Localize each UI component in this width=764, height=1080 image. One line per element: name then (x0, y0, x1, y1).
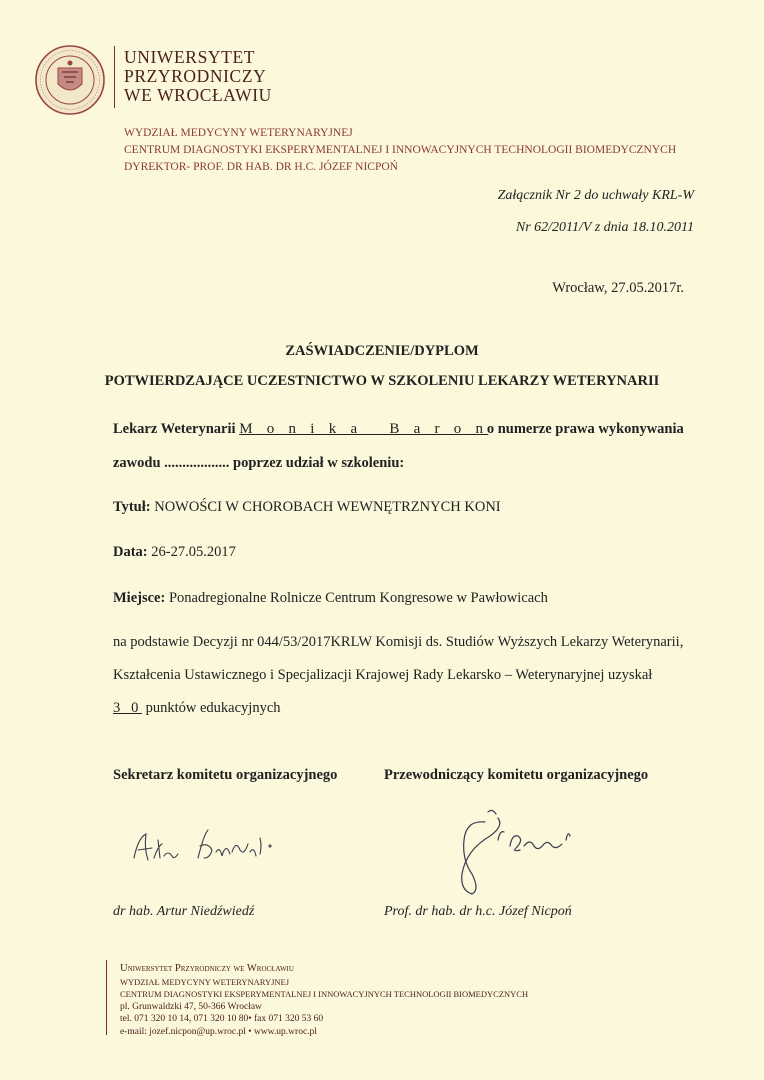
annex-line-2: Nr 62/2011/V z dnia 18.10.2011 (515, 220, 694, 235)
veterinarian-line (113, 421, 684, 438)
university-name-line-3: WE WROCŁAWIU (124, 85, 272, 105)
footer-contact: e-mail: jozef.nicpon@up.wroc.pl • www.up.wroc.pl (120, 1026, 317, 1037)
points-line (113, 700, 281, 717)
footer-phone: tel. 071 320 10 14, 071 320 10 80• fax 071 320 53 60 (120, 1014, 324, 1024)
place-line (113, 590, 548, 607)
secretary-role: Sekretarz komitetu organizacyjnego (113, 767, 338, 783)
secretary-signature (134, 830, 271, 860)
secretary-name: dr hab. Artur Niedźwiedź (113, 904, 255, 919)
annex-reference (498, 187, 694, 251)
topic-line (113, 499, 501, 516)
place-value: Ponadregionalne Rolnicze Centrum Kongresowe w Pawłowicach (168, 590, 548, 606)
footer-faculty: WYDZIAŁ MEDYCYNY WETERYNARYJNEJ (120, 976, 290, 987)
handwritten-signatures (100, 800, 600, 900)
university-seal-icon (34, 44, 106, 116)
university-name-line-1: UNIWERSYTET (124, 47, 256, 67)
university-name-line-2: PRZYRODNICZY (124, 66, 267, 86)
center-name: CENTRUM DIAGNOSTYKI EKSPERYMENTALNEJ I INNOWACYJNYCH TECHNOLOGII BIOMEDYCZNYCH (124, 144, 677, 156)
faculty-name: WYDZIAŁ MEDYCYNY WETERYNARYJNEJ (124, 127, 353, 139)
date-value: 26-27.05.2017 (151, 544, 236, 560)
basis-line-2: Kształcenia Ustawicznego i Specjalizacji Krajowej Rady Lekarsko – Weterynaryjnej uzyskał (113, 667, 653, 683)
place-label: Miejsce: (113, 590, 166, 606)
veterinarian-name: M o n i k a B a r o n (239, 421, 489, 437)
profession-line: zawodu .................. poprzez udział w szkoleniu: (113, 455, 405, 471)
points-value: 3 0 (113, 700, 142, 716)
topic-label: Tytuł: (113, 499, 151, 515)
footer-divider (106, 960, 107, 1035)
chair-role: Przewodniczący komitetu organizacyjnego (384, 767, 649, 783)
annex-line-1: Załącznik Nr 2 do uchwały KRL-W (497, 188, 694, 203)
footer-university: Uniwersytet Przyrodniczy we Wrocławiu (120, 963, 294, 974)
veterinarian-label: Lekarz Weterynarii (113, 421, 236, 437)
university-name (124, 48, 272, 105)
license-label: o numerze prawa wykonywania (486, 421, 684, 437)
header-divider (114, 46, 115, 108)
points-label: punktów edukacyjnych (145, 700, 281, 716)
document-subtitle: POTWIERDZAJĄCE UCZESTNICTWO W SZKOLENIU LEKARZY WETERYNARII (104, 373, 660, 389)
footer-address: pl. Grunwaldzki 47, 50-366 Wrocław (120, 1001, 262, 1012)
topic-value: NOWOŚCI W CHOROBACH WEWNĘTRZNYCH KONI (154, 499, 501, 515)
director-name: DYREKTOR- PROF. DR HAB. DR H.C. JÓZEF NICPOŃ (124, 161, 398, 173)
footer-block (120, 963, 528, 1038)
basis-line-1: na podstawie Decyzji nr 044/53/2017KRLW Komisji ds. Studiów Wyższych Lekarzy Weterynarii, (113, 634, 684, 650)
place-and-date: Wrocław, 27.05.2017r. (552, 280, 684, 296)
date-label: Data: (113, 544, 148, 560)
chair-name: Prof. dr hab. dr h.c. Józef Nicpoń (384, 904, 572, 919)
chair-signature (462, 810, 570, 894)
faculty-block (124, 125, 676, 176)
footer-center: CENTRUM DIAGNOSTYKI EKSPERYMENTALNEJ I INNOWACYJNYCH TECHNOLOGII BIOMEDYCZNYCH (120, 989, 529, 999)
document-title: ZAŚWIADCZENIE/DYPLOM (285, 343, 479, 359)
date-line (113, 544, 236, 561)
